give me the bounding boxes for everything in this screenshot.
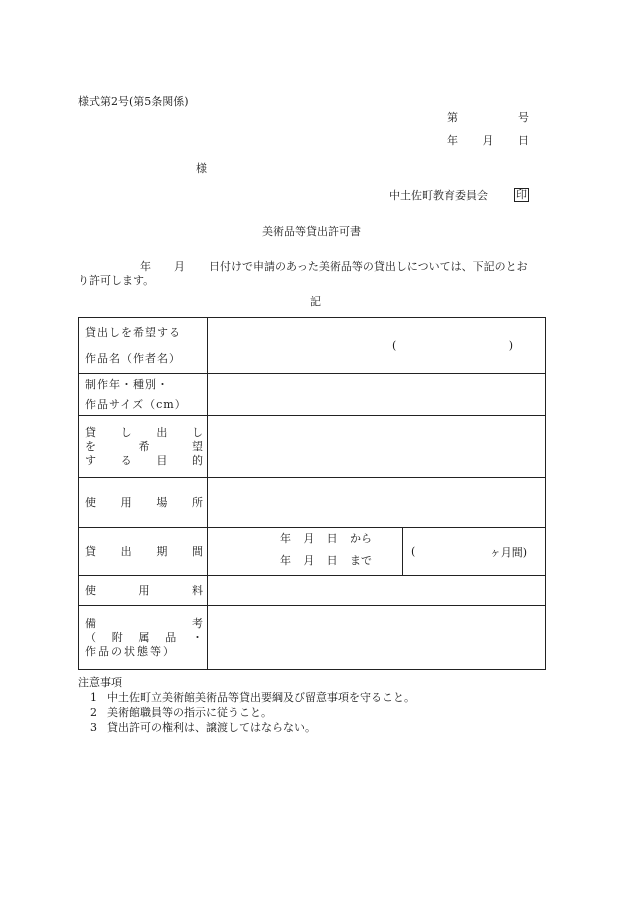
label-artwork-name: 貸出しを希望する 作品名（作者名） — [79, 318, 208, 374]
note-item: 3 貸出許可の権利は、譲渡してはならない。 — [90, 721, 316, 734]
label-production-info: 制作年・種別・ 作品サイズ（cm） — [79, 374, 208, 416]
issuer-name: 中土佐町教育委員会 — [389, 189, 488, 202]
notes-heading: 注意事項 — [78, 676, 122, 689]
value-usage-place — [208, 478, 546, 528]
row-loan-purpose — [79, 416, 546, 478]
doc-number-dai: 第 — [447, 111, 458, 124]
seal-mark: 印 — [516, 188, 527, 201]
date-month: 月 — [482, 134, 494, 147]
label-remarks: 備 考 （ 附 属 品 ・ 作品の状態等） — [79, 606, 208, 670]
body-text-line1: 日付けで申請のあった美術品等の貸出しについては、下記のとお — [209, 260, 528, 273]
row-usage-fee — [79, 576, 546, 606]
label-loan-period: 貸 出 期 間 — [79, 528, 208, 576]
row-production-info — [79, 374, 546, 416]
row-usage-place — [79, 478, 546, 528]
paren-close: ) — [508, 339, 513, 352]
period-from: 年 月 日 から — [280, 532, 372, 545]
value-usage-fee — [208, 576, 546, 606]
document-number — [447, 112, 529, 123]
recipient-suffix: 様 — [196, 162, 207, 175]
paren-open: ( — [392, 339, 397, 352]
row-artwork-name — [79, 318, 546, 374]
doc-number-go: 号 — [518, 111, 529, 124]
issue-date — [447, 135, 529, 146]
label-usage-place: 使 用 場 所 — [79, 478, 208, 528]
document-title: 美術品等貸出許可書 — [262, 225, 361, 238]
label-usage-fee: 使 用 料 — [79, 576, 208, 606]
period-duration: ( ヶ月間) — [411, 545, 527, 559]
date-year: 年 — [447, 134, 458, 147]
value-loan-purpose — [208, 416, 546, 478]
value-production-info — [208, 374, 546, 416]
period-dates — [208, 528, 403, 575]
note-item: 2 美術館職員等の指示に従うこと。 — [90, 706, 272, 719]
value-remarks — [208, 606, 546, 670]
form-number: 様式第2号(第5条関係) — [78, 95, 189, 108]
row-loan-period — [79, 528, 546, 576]
body-month: 月 — [174, 260, 185, 273]
body-text-line2: り許可します。 — [78, 274, 155, 287]
period-to: 年 月 日 まで — [280, 554, 372, 567]
loan-permit-table — [78, 317, 546, 670]
value-loan-period — [208, 528, 546, 576]
ki-mark: 記 — [310, 295, 321, 308]
value-artwork-name — [208, 318, 546, 374]
note-item: 1 中土佐町立美術館美術品等貸出要綱及び留意事項を守ること。 — [90, 691, 415, 704]
date-day: 日 — [518, 134, 529, 147]
body-year: 年 — [140, 260, 151, 273]
row-remarks — [79, 606, 546, 670]
label-loan-purpose: 貸 し 出 し を 希 望 す る 目 的 — [79, 416, 208, 478]
